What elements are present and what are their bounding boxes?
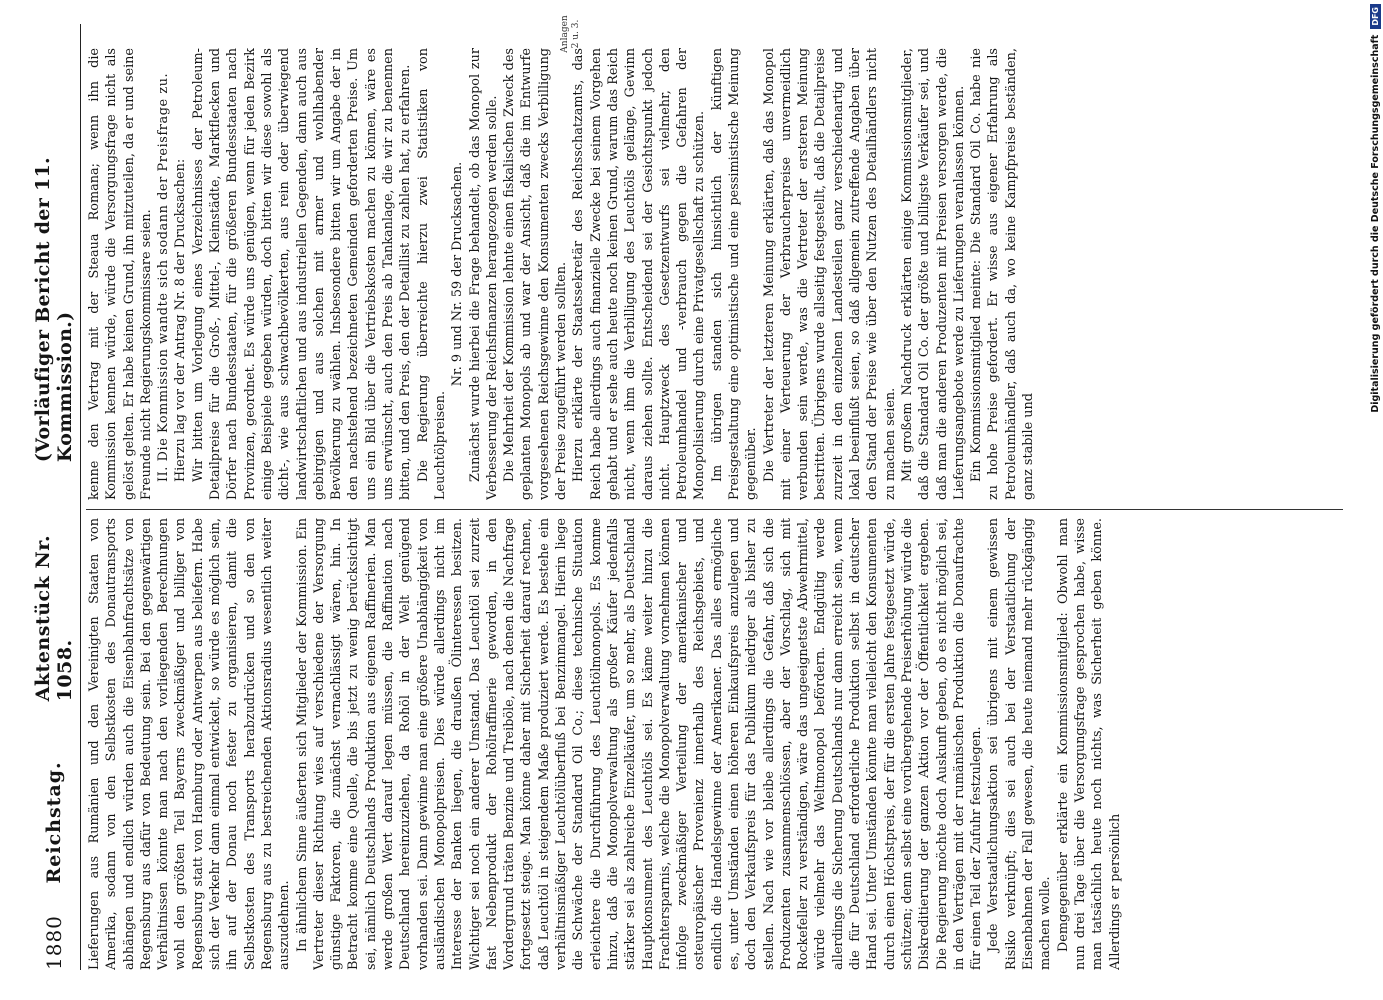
- paragraph: Die Regierung überreichte hierzu zwei Statistiken von Leuchtölpreisen.: [415, 48, 448, 500]
- left-text-column: [86, 518, 1343, 970]
- section-heading: II. Die Kommission wandte sich sodann der Preisfrage zu.: [156, 72, 172, 482]
- margin-note: Anlagen 2 u. 3.: [560, 15, 581, 53]
- running-title: Reichstag.: [43, 761, 65, 884]
- column-divider: [86, 509, 1343, 510]
- document-title: Aktenstück Nr. 1058.: [32, 534, 76, 702]
- paragraph: In ähnlichem Sinne äußerten sich Mitglieder der Kommission. Ein Vertreter dieser Richtung wies auf verschiedene der Versorgung günstige Faktoren, die zunächst vernachlässigt wären, hin. In Betracht komme eine Quelle, die bis jetzt zu wenig berücksichtigt sei, nämlich Deutschlands Produktion aus eigenen Raffinerien. Man werde großen Wert darauf legen müssen, die Raffination nach Deutschland hereinzuziehen, da Rohöl in der Welt genügend vorhanden sei. Dann gewinne man eine größere Unabhängigkeit von ausländischen Monopolpreisen. Dies würde allerdings nicht im Interesse der Banken liegen, die draußen Ölinteressen besitzen. Wichtiger sei noch ein anderer Umstand. Das Leuchtöl sei zurzeit fast Nebenprodukt der Rohölraffinerie geworden, in den Vordergrund träten Benzine und Treiböle, nach denen die Nachfrage fortgesetzt steige. Man könne daher mit Sicherheit darauf rechnen, daß Leuchtöl in steigendem Maße produziert werde. Es bestehe ein verhältnismäßiger Leuchtölüberfluß bei Benzinmangel. Hierin liege die Schwäche der Standard Oil Co.; diese technische Situation erleichtere die Durchführung des Leuchtölmonopols. Es komme hinzu, daß die Monopolverwaltung als großer Käufer jedenfalls stärker sei als zahlreiche Einzelkäufer, um so mehr, als Deutschland Hauptkonsument des Leuchtöls sei. Es käme weiter hinzu die Frachtersparnis, welche die Monopolverwaltung vornehmen können infolge zweckmäßiger Verteilung der amerikanischer und osteuropäischer Provenienz innerhalb des Reichsgebiets, und endlich die Handelsgewinne der Amerikaner. Das alles ermögliche es, unter Umständen einen höheren Einkaufspreis anzulegen und doch den Verkaufspreis für das Publikum niedriger als bisher zu stellen. Nach wie vor bleibe allerdings die Gefahr, daß sich die Produzenten zusammenschlössen, aber der Vorschlag, sich mit Rockefeller zu verständigen, wäre das ungeeignetste Abwehrmittel, würde vielmehr das Weltmonopol befördern. Endgültig werde allerdings die Sicherung Deutschlands nur dann erreicht sein, wenn die für Deutschland erforderliche Produktion selbst in deutscher Hand sei. Unter Umständen könnte man vielleicht den Konsumenten durch einen Höchstpreis, der für die ersten Jahre festgesetzt würde, schützen; denn selbst eine vorübergehende Preiserhöhung würde die Diskreditierung der ganzen Aktion vor der Öffentlichkeit ergeben. Die Regierung möchte doch Auskunft geben, ob es nicht möglich sei, in den Verträgen mit der rumänischen Produktion die Donaufrachte für einen Teil der Zufuhr festzulegen.: [294, 518, 985, 970]
- document-subtitle: (Vorläufiger Bericht der 11. Kommission.): [32, 157, 76, 463]
- paragraph: Hierzu erklärte der Staatssekretär des Reichsschatzamts, das Reich habe allerdings auch finanzielle Zwecke bei seinem Vorgehen gehabt und er sehe auch heute noch keinen Grund, warum das Reich nicht, wenn ihm die Verbilligung des Leuchtöls gelänge, Gewinn daraus ziehen sollte. Entscheidend sei der Gesichtspunkt jedoch nicht. Hauptzweck des Gesetzentwurfs sei vielmehr, den Petroleumhandel und -verbrauch gegen die Gefahren der Monopolisierung durch eine Privatgesellschaft zu schützen.: [571, 48, 708, 500]
- paragraph: Die Mehrheit der Kommission lehnte einen fiskalischen Zweck des geplanten Monopols ab und war der Ansicht, daß die im Entwurfe vorgesehenen Reichsgewinne den Konsumenten zwecks Verbilligung der Preise zugeführt werden sollten.: [502, 48, 570, 500]
- credit-text: Digitalisierung gefördert durch die Deutsche Forschungsgemeinschaft: [1369, 34, 1381, 413]
- paragraph: Mit großem Nachdruck erklärten einige Kommissionsmitglieder, daß die Standard Oil Co. der größte und billigste Verkäufer sei, und daß man die anderen Produzenten mit Preisen versorgen werde, die Lieferungsangebote werde zu Lieferungen veranlassen können.: [899, 48, 967, 500]
- header-rule: [80, 24, 81, 970]
- dfg-logo-icon: DFG: [1370, 4, 1381, 29]
- paragraph: Demgegenüber erklärte ein Kommissionsmitglied: Obwohl man nun drei Tage über die Versorgungsfrage gesprochen habe, wisse man tatsächlich heute noch nichts, was Sicherheit geben könne. Allerdings er persönlich: [1055, 518, 1123, 970]
- paragraph: Lieferungen aus Rumänien und den Vereinigten Staaten von Amerika, sodann von den Selbstkosten des Donautransports abhängen und endlich würden auch die Eisenbahnfrachtsätze von Regensburg aus dafür von Bedeutung sein. Bei den gegenwärtigen Verhältnissen könnte man nach den vorliegenden Berechnungen wohl den größten Teil Bayerns zweckmäßiger und billiger von Regensburg statt von Hamburg oder Antwerpen aus beliefern. Habe sich der Verkehr dann einmal entwickelt, so würde es möglich sein, ihn auf der Donau noch fester zu organisieren, damit die Selbstkosten des Transports herabzudrücken und so den von Regensburg aus zu bestreichenden Aktionsradius wesentlich weiter auszudehnen.: [87, 518, 293, 970]
- reference-line: Nr. 9 und Nr. 59 der Drucksachen.: [450, 161, 466, 387]
- paragraph: Jede Verstaatlichungsaktion sei übrigens mit einem gewissen Risiko verknüpft; dies sei auch bei der Verstaatlichung der Eisenbahnen der Fall gewesen, die heute niemand mehr rückgängig machen wolle.: [986, 518, 1054, 970]
- paragraph: kenne den Vertrag mit der Steaua Romana; wenn ihn die Kommission kennen würde, würde die Versorgungsfrage nicht als gelöst gelten. Er habe keinen Grund, ihn mitzuteilen, da er und seine Freunde nicht Regierungskommissare seien.: [87, 48, 154, 500]
- paragraph: Ein Kommissionsmitglied meinte: Die Standard Oil Co. habe nie zu hohe Preise gefordert. Er wisse aus eigener Erfahrung als Petroleumhändler, daß auch da, wo keine Kampfpreise beständen, ganz stabile und: [969, 48, 1037, 500]
- right-text-column: [86, 48, 1343, 500]
- page-number: 1880: [42, 915, 66, 970]
- page-header: [32, 20, 76, 970]
- paragraph: Im übrigen standen sich hinsichtlich der künftigen Preisgestaltung eine optimistische und eine pessimistische Meinung gegenüber.: [709, 48, 760, 500]
- quoted-motion: Wir bitten um Vorlegung eines Verzeichnisses der Petroleum-Detailpreise für die Groß-, Mittel-, Kleinstädte, Marktflecken und Dörfer nach Bundesstaaten, für die größeren Bundesstaaten nach Provinzen, geordnet. Es würde uns genügen, wenn für jeden Bezirk einige Beispiele gegeben würden, doch bitten wir diese sowohl als dicht-, wie aus schwachbevölkerten, aus rein oder überwiegend landwirtschaftlichen und aus industriellen Gegenden, dann auch aus gebirgigen und aus solchen mit armer und wohlhabender Bevölkerung zu wählen. Insbesondere bitten wir um Angabe der in den nachstehend bezeichneten Gemeinden geforderten Preise. Um uns ein Bild über die Vertriebskosten machen zu können, wäre es uns erwünscht, auch den Preis ab Tankanlage, die wir zu benennen bitten, und den Preis, den der Detaillist zu zahlen hat, zu erfahren.: [190, 48, 414, 500]
- paragraph: Hierzu lag vor der Antrag Nr. 8 der Drucksachen:: [173, 158, 189, 482]
- paragraph: Zunächst wurde hierbei die Frage behandelt, ob das Monopol zur Verbesserung der Reichsfinanzen herangezogen werden solle.: [467, 48, 500, 500]
- paragraph: Die Vertreter der letzteren Meinung erklärten, daß das Monopol mit einer Verteuerung der Verbraucherpreise unvermeidlich verbunden sein werde, was die Vertreter der ersteren Meinung bestritten. Übrigens wurde allseitig festgestellt, daß die Detailpreise zurzeit in den einzelnen Landesteilen ganz verschiedenartig und lokal beeinflußt seien, so daß allgemein zutreffende Angaben über den Stand der Preise wie über den Nutzen des Detailhändlers nicht zu machen seien.: [761, 48, 898, 500]
- digitization-credit: [1367, 0, 1383, 1000]
